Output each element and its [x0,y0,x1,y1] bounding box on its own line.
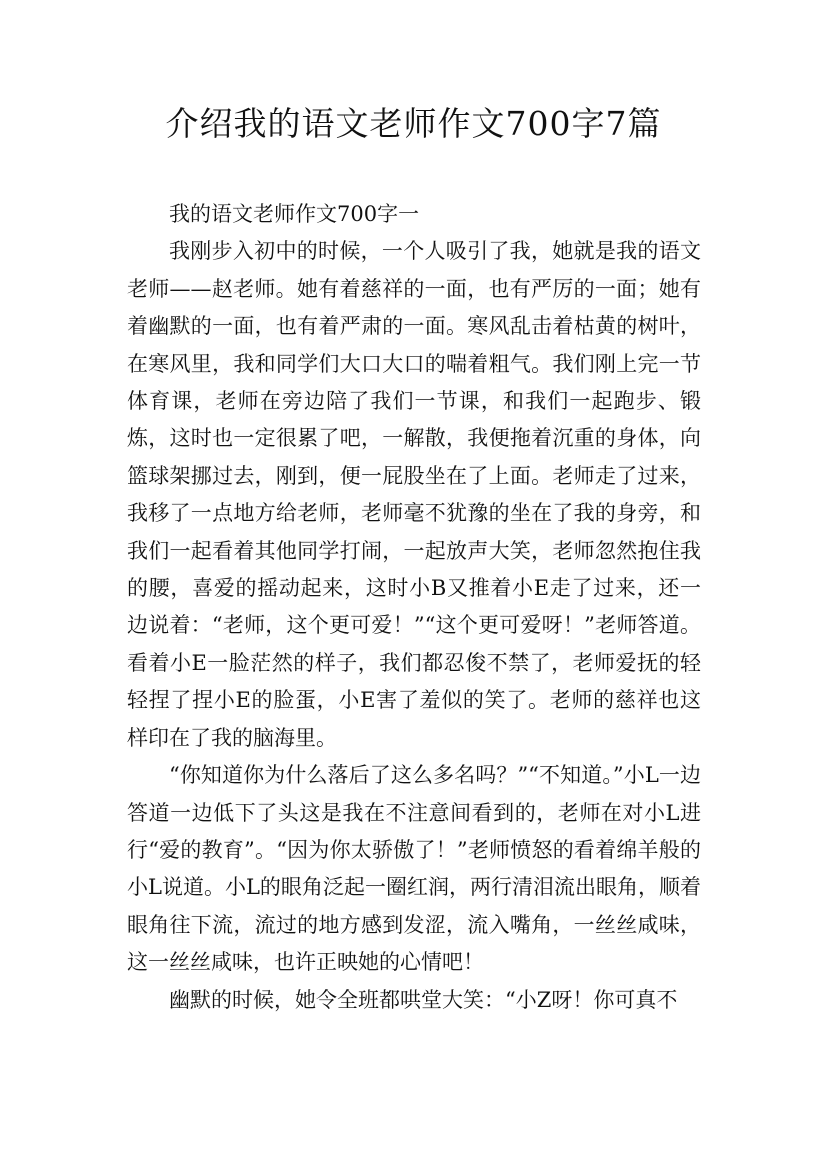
section-heading: 我的语文老师作文700字一 [169,202,420,226]
paragraph: 幽默的时候，她令全班都哄堂大笑：“小Z呀！你可真不 [169,987,678,1012]
document-body [127,196,701,1019]
paragraph: “你知道你为什么落后了这么多名吗？”“不知道。”小L一边答道一边低下了头这是我在不注意间看到的，老师在对小L进行“爱的教育”。“因为你太骄傲了！”老师愤怒的看着绵羊般的小L说道。小L的眼角泛起一圈红润，两行清泪流出眼角，顺着眼角往下流，流过的地方感到发涩，流入嘴角，一丝丝咸味，这一丝丝咸味，也许正映她的心情吧！ [127,763,701,975]
paragraph: 我刚步入初中的时候，一个人吸引了我，她就是我的语文老师——赵老师。她有着慈祥的一面，也有严厉的一面；她有着幽默的一面，也有着严肃的一面。寒风乱击着枯黄的树叶，在寒风里，我和同学们大口大口的喘着粗气。我们刚上完一节体育课，老师在旁边陪了我们一节课，和我们一起跑步、锻炼，这时也一定很累了吧，一解散，我便拖着沉重的身体，向篮球架挪过去，刚到，便一屁股坐在了上面。老师走了过来，我移了一点地方给老师，老师毫不犹豫的坐在了我的身旁，和我们一起看着其他同学打闹，一起放声大笑，老师忽然抱住我的腰，喜爱的摇动起来，这时小B又推着小E走了过来，还一边说着：“老师，这个更可爱！”“这个更可爱呀！”老师答道。看着小E一脸茫然的样子，我们都忍俊不禁了，老师爱抚的轻轻捏了捏小E的脸蛋，小E害了羞似的笑了。老师的慈祥也这样印在了我的脑海里。 [127,239,701,750]
document-title: 介绍我的语文老师作文700字7篇 [165,104,662,143]
